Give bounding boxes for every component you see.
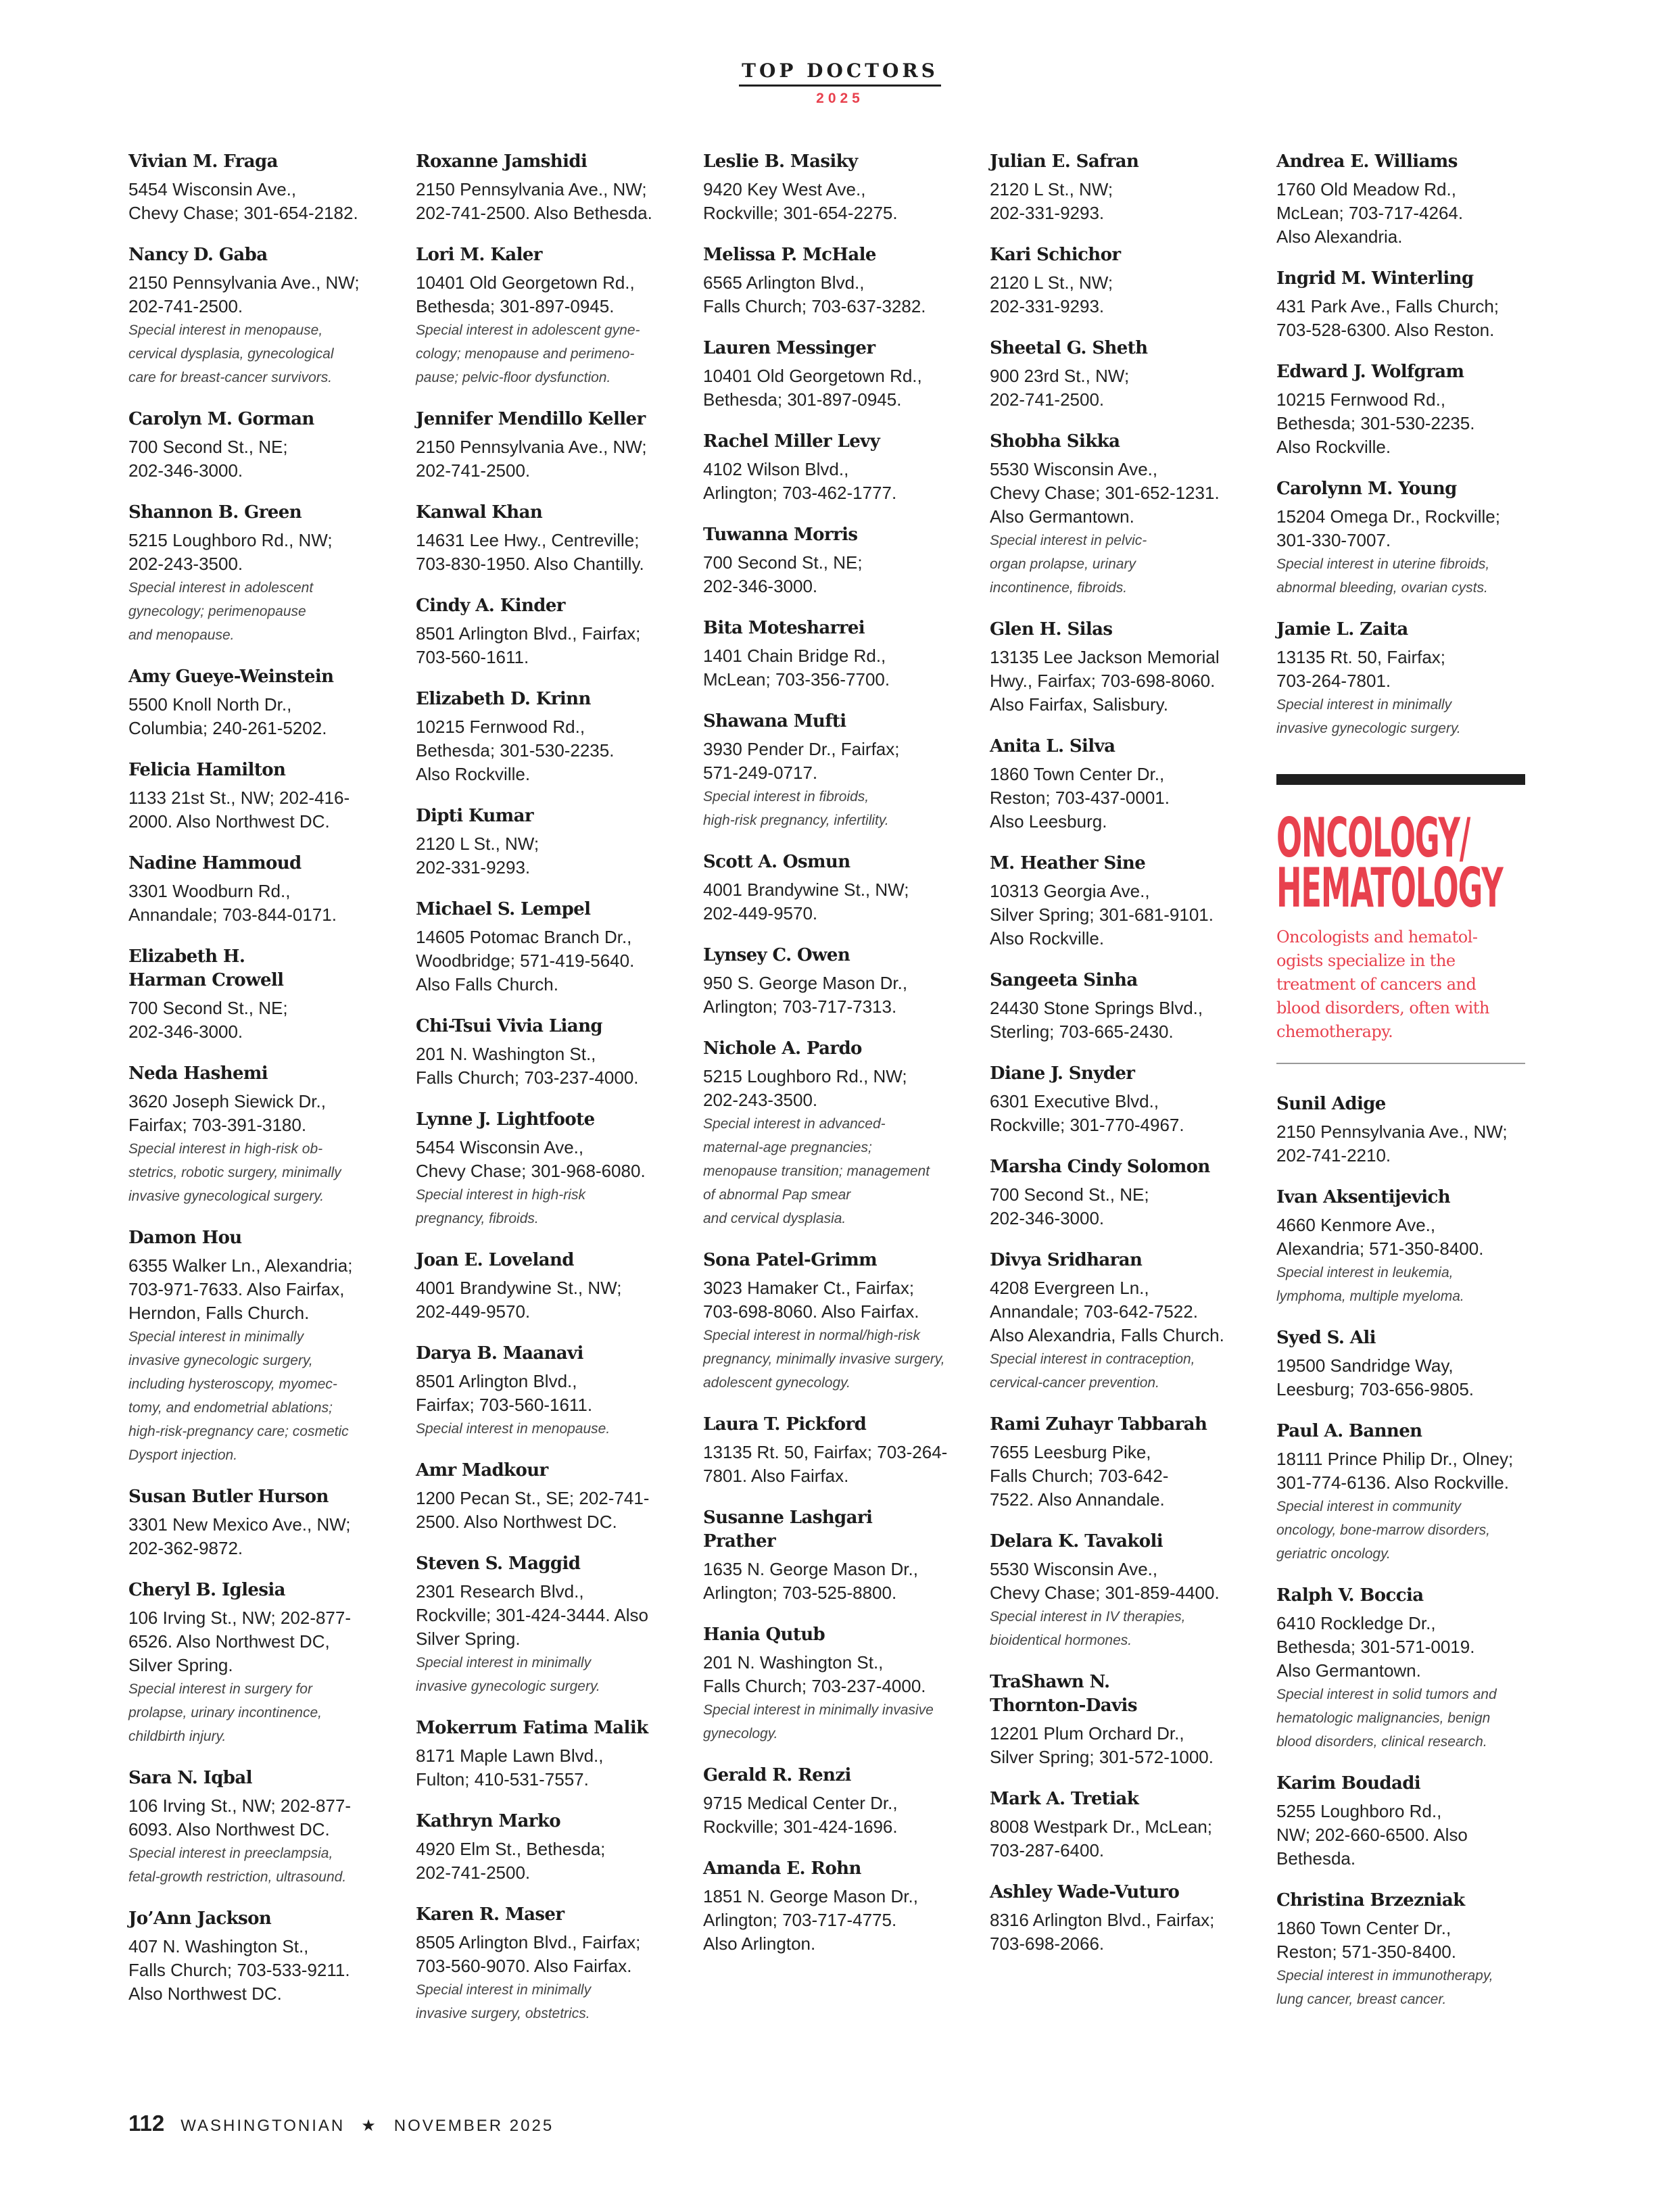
doctor-address: 19500 Sandridge Way, Leesburg; 703-656-9805. [1276, 1355, 1474, 1399]
doctor-entry [703, 243, 963, 318]
doctor-address: 2150 Pennsylvania Ave., NW; 202-741-2210. [1276, 1122, 1508, 1165]
doctor-name: Shannon B. Green [128, 502, 302, 523]
doctor-name: Sheetal G. Sheth [990, 338, 1148, 358]
doctor-address: 106 Irving St., NW; 202-877- 6093. Also Northwest DC. [128, 1796, 352, 1840]
doctor-name: Nancy D. Gaba [128, 245, 268, 265]
doctor-address: 3301 Woodburn Rd., Annandale; 703-844-0171. [128, 881, 337, 925]
specialty-intro: Oncologists and hematol- ogists specialize in the treatment of cancers and blood disorders, often with chemotherapy. [1276, 928, 1489, 1041]
star-icon: ★ [361, 2117, 378, 2135]
doctor-name: Michael S. Lempel [416, 899, 591, 919]
doctor-address: 5500 Knoll North Dr., Columbia; 240-261-5202. [128, 694, 327, 738]
doctor-name: Julian E. Safran [990, 151, 1139, 172]
doctor-name: Bita Motesharrei [703, 618, 865, 638]
doctor-address: 1133 21st St., NW; 202-416- 2000. Also Northwest DC. [128, 788, 350, 832]
doctor-entry [416, 804, 676, 880]
doctor-address: 2150 Pennsylvania Ave., NW; 202-741-2500. [128, 272, 360, 316]
doctor-special-interest: Special interest in uterine fibroids, abnormal bleeding, ovarian cysts. [1276, 556, 1490, 596]
doctor-address: 431 Park Ave., Falls Church; 703-528-6300. Also Reston. [1276, 296, 1499, 340]
doctor-special-interest: Special interest in minimally invasive gynecology. [703, 1702, 934, 1741]
doctor-entry [1276, 1420, 1525, 1566]
doctor-entry [990, 1155, 1250, 1230]
doctor-name: Rami Zuhayr Tabbarah [990, 1414, 1207, 1435]
doctor-entry [703, 617, 963, 692]
doctor-name: Sara N. Iqbal [128, 1768, 252, 1788]
doctor-name: Nichole A. Pardo [703, 1038, 862, 1059]
doctor-name: Syed S. Ali [1276, 1328, 1376, 1348]
doctor-name: Ingrid M. Winterling [1276, 268, 1474, 289]
doctor-entry [128, 759, 389, 834]
doctor-entry [703, 150, 963, 225]
doctor-name: Melissa P. McHale [703, 245, 876, 265]
doctor-address: 3930 Pender Dr., Fairfax; 571-249-0717. [703, 739, 900, 783]
doctor-name: Darya B. Maanavi [416, 1343, 583, 1364]
doctor-entry [416, 1903, 676, 2025]
doctor-name: Felicia Hamilton [128, 760, 286, 780]
specialty-heading: ONCOLOGY/ HEMATOLOGY [1276, 807, 1503, 919]
doctor-entry [416, 243, 676, 389]
doctor-name: Rachel Miller Levy [703, 431, 880, 452]
doctor-entry [128, 243, 389, 389]
doctor-special-interest: Special interest in solid tumors and hematologic malignancies, benign blood disorders, clinical research. [1276, 1687, 1497, 1750]
doctor-name: Damon Hou [128, 1228, 242, 1248]
column-2 [416, 150, 676, 2044]
doctor-special-interest: Special interest in pelvic- organ prolapse, urinary incontinence, fibroids. [990, 533, 1147, 596]
doctor-address: 5530 Wisconsin Ave., Chevy Chase; 301-652-1231. Also Germantown. [990, 459, 1220, 527]
doctor-name: Edward J. Wolfgram [1276, 362, 1464, 382]
doctor-address: 9420 Key West Ave., Rockville; 301-654-2275. [703, 179, 898, 223]
doctor-special-interest: Special interest in minimally invasive gynecologic surgery. [416, 1655, 600, 1694]
doctor-entry [1276, 360, 1525, 459]
doctor-address: 8505 Arlington Blvd., Fairfax; 703-560-9070. Also Fairfax. [416, 1932, 641, 1976]
doctor-entry [416, 150, 676, 225]
column-5 [1276, 150, 1525, 2029]
doctor-name: Anita L. Silva [990, 736, 1115, 756]
doctor-address: 201 N. Washington St., Falls Church; 703-237-4000. [416, 1044, 639, 1088]
doctor-special-interest: Special interest in menopause, cervical dysplasia, gynecological care for breast-cancer survivors. [128, 322, 334, 385]
doctor-name: Cheryl B. Iglesia [128, 1580, 285, 1600]
doctor-entry [703, 1506, 963, 1605]
doctor-entry [703, 523, 963, 598]
doctor-entry [990, 735, 1250, 834]
doctor-entry [990, 430, 1250, 600]
doctor-name: Neda Hashemi [128, 1063, 268, 1084]
doctor-special-interest: Special interest in advanced- maternal-age pregnancies; menopause transition; management of abnormal Pap smear and cervical dysplasia. [703, 1116, 930, 1226]
doctor-address: 6355 Walker Ln., Alexandria; 703-971-7633. Also Fairfax, Herndon, Falls Church. [128, 1255, 353, 1323]
doctor-address: 5255 Loughboro Rd., NW; 202-660-6500. Also Bethesda. [1276, 1801, 1468, 1869]
doctor-entry [128, 852, 389, 927]
doctor-name: Susan Butler Hurson [128, 1487, 329, 1507]
doctor-name: Lynne J. Lightfoote [416, 1109, 595, 1130]
doctor-special-interest: Special interest in leukemia, lymphoma, multiple myeloma. [1276, 1265, 1464, 1304]
doctor-name: Gerald R. Renzi [703, 1765, 851, 1785]
doctor-entry [990, 969, 1250, 1044]
doctor-entry [703, 1413, 963, 1488]
doctor-entry [128, 1485, 389, 1560]
doctor-entry [703, 1857, 963, 1956]
doctor-entry [128, 945, 389, 1044]
doctor-name: Lori M. Kaler [416, 245, 542, 265]
doctor-name: Ivan Aksentijevich [1276, 1187, 1451, 1207]
section-year: 2025 [816, 91, 864, 106]
doctor-name: Ralph V. Boccia [1276, 1585, 1424, 1606]
doctor-name: Karen R. Maser [416, 1904, 565, 1925]
doctor-entry [990, 1787, 1250, 1862]
doctor-entry [416, 1108, 676, 1230]
doctor-name: Christina Brzezniak [1276, 1890, 1465, 1910]
section-rule [1276, 1063, 1525, 1064]
doctor-address: 9715 Medical Center Dr., Rockville; 301-424-1696. [703, 1793, 898, 1837]
doctor-name: Nadine Hammoud [128, 853, 302, 873]
doctor-address: 8501 Arlington Blvd., Fairfax; 703-560-1611. [416, 1371, 593, 1415]
doctor-address: 700 Second St., NE; 202-346-3000. [128, 437, 288, 481]
doctor-address: 10215 Fernwood Rd., Bethesda; 301-530-2235. Also Rockville. [1276, 389, 1475, 457]
doctor-special-interest: Special interest in surgery for prolapse, urinary incontinence, childbirth injury. [128, 1681, 322, 1744]
doctor-address: 4660 Kenmore Ave., Alexandria; 571-350-8400. [1276, 1215, 1484, 1259]
doctor-entry [416, 1459, 676, 1534]
column-3 [703, 150, 963, 1974]
doctor-name: Shobha Sikka [990, 431, 1120, 452]
doctor-name: Carolynn M. Young [1276, 479, 1457, 499]
doctor-special-interest: Special interest in menopause. [416, 1421, 610, 1437]
doctor-special-interest: Special interest in high-risk ob- stetrics, robotic surgery, minimally invasive gynecological surgery. [128, 1141, 341, 1204]
doctor-entry [1276, 1584, 1525, 1754]
doctor-address: 1860 Town Center Dr., Reston; 703-437-0001. Also Leesburg. [990, 764, 1170, 832]
doctor-entry [128, 1579, 389, 1748]
doctor-entry [128, 1766, 389, 1889]
doctor-address: 1401 Chain Bridge Rd., McLean; 703-356-7700. [703, 646, 890, 690]
doctor-name: Andrea E. Williams [1276, 151, 1458, 172]
doctor-name: Kari Schichor [990, 245, 1121, 265]
doctor-address: 15204 Omega Dr., Rockville; 301-330-7007. [1276, 506, 1500, 550]
doctor-entry [416, 898, 676, 996]
doctor-name: Mark A. Tretiak [990, 1789, 1139, 1809]
doctor-address: 900 23rd St., NW; 202-741-2500. [990, 366, 1130, 410]
doctor-address: 3023 Hamaker Ct., Fairfax; 703-698-8060. Also Fairfax. [703, 1278, 919, 1322]
doctor-entry [703, 1249, 963, 1395]
doctor-special-interest: Special interest in minimally invasive surgery, obstetrics. [416, 1982, 592, 2021]
doctor-name: Divya Sridharan [990, 1250, 1143, 1270]
doctor-name: Carolyn M. Gorman [128, 409, 314, 429]
column-4 [990, 150, 1250, 1974]
page-footer [128, 2111, 554, 2136]
doctor-special-interest: Special interest in IV therapies, bioidentical hormones. [990, 1609, 1186, 1648]
doctor-address: 4001 Brandywine St., NW; 202-449-9570. [416, 1278, 622, 1322]
doctor-address: 2120 L St., NW; 202-331-9293. [990, 272, 1113, 316]
doctor-name: Shawana Mufti [703, 711, 846, 731]
doctor-name: Karim Boudadi [1276, 1773, 1421, 1794]
doctor-address: 4001 Brandywine St., NW; 202-449-9570. [703, 880, 909, 923]
doctor-entry [990, 1670, 1250, 1769]
doctor-name: Jennifer Mendillo Keller [416, 409, 646, 429]
doctor-address: 12201 Plum Orchard Dr., Silver Spring; 301-572-1000. [990, 1723, 1214, 1767]
doctor-entry [990, 852, 1250, 951]
doctor-special-interest: Special interest in minimally invasive gynecologic surgery. [1276, 697, 1461, 736]
doctor-address: 106 Irving St., NW; 202-877- 6526. Also Northwest DC, Silver Spring. [128, 1608, 352, 1675]
doctor-entry [990, 337, 1250, 412]
doctor-entry [990, 618, 1250, 717]
doctor-address: 7655 Leesburg Pike, Falls Church; 703-642- 7522. Also Annandale. [990, 1442, 1169, 1510]
doctor-entry [128, 408, 389, 483]
doctor-special-interest: Special interest in fibroids, high-risk pregnancy, infertility. [703, 789, 889, 828]
doctor-address: 700 Second St., NE; 202-346-3000. [990, 1184, 1149, 1228]
doctor-entry [128, 1062, 389, 1208]
doctor-entry [1276, 150, 1525, 249]
doctor-name: Lauren Messinger [703, 338, 875, 358]
doctor-address: 13135 Rt. 50, Fairfax; 703-264- 7801. Also Fairfax. [703, 1442, 948, 1486]
doctor-name: Sangeeta Sinha [990, 970, 1138, 990]
section-divider-bar [1276, 774, 1525, 785]
doctor-special-interest: Special interest in adolescent gyne- cology; menopause and perimeno- pause; pelvic-floor dysfunction. [416, 322, 640, 385]
doctor-name: Sunil Adige [1276, 1094, 1386, 1114]
doctor-address: 1851 N. George Mason Dr., Arlington; 703-717-4775. Also Arlington. [703, 1886, 918, 1954]
doctor-address: 3301 New Mexico Ave., NW; 202-362-9872. [128, 1514, 351, 1558]
doctor-address: 201 N. Washington St., Falls Church; 703-237-4000. [703, 1652, 926, 1696]
doctor-address: 4208 Evergreen Ln., Annandale; 703-642-7522. Also Alexandria, Falls Church. [990, 1278, 1224, 1345]
doctor-address: 950 S. George Mason Dr., Arlington; 703-717-7313. [703, 973, 908, 1017]
doctor-name: Laura T. Pickford [703, 1414, 867, 1435]
page-number: 112 [128, 2111, 165, 2136]
doctor-name: Cindy A. Kinder [416, 596, 565, 616]
doctor-address: 2301 Research Blvd., Rockville; 301-424-3444. Also Silver Spring. [416, 1581, 648, 1649]
publication-name: WASHINGTONIAN [181, 2117, 345, 2135]
doctor-address: 10401 Old Georgetown Rd., Bethesda; 301-897-0945. [416, 272, 635, 316]
doctor-address: 2120 L St., NW; 202-331-9293. [990, 179, 1113, 223]
doctor-entry [703, 1764, 963, 1839]
doctor-address: 8008 Westpark Dr., McLean; 703-287-6400. [990, 1817, 1213, 1860]
doctor-entry [990, 150, 1250, 225]
doctor-entry [416, 594, 676, 669]
doctor-name: Vivian M. Fraga [128, 151, 278, 172]
doctor-entry [990, 243, 1250, 318]
doctor-name: M. Heather Sine [990, 853, 1146, 873]
doctor-address: 1760 Old Meadow Rd., McLean; 703-717-4264. Also Alexandria. [1276, 179, 1464, 247]
doctor-name: Glen H. Silas [990, 619, 1113, 640]
doctor-entry [1276, 1092, 1525, 1168]
doctor-name: Mokerrum Fatima Malik [416, 1718, 648, 1738]
doctor-entry [703, 850, 963, 925]
doctor-address: 2120 L St., NW; 202-331-9293. [416, 834, 539, 877]
doctor-name: Leslie B. Masiky [703, 151, 858, 172]
doctor-name: Elizabeth H. Harman Crowell [128, 946, 284, 990]
doctor-address: 2150 Pennsylvania Ave., NW; 202-741-2500. [416, 437, 647, 481]
doctor-address: 700 Second St., NE; 202-346-3000. [128, 998, 288, 1042]
doctor-entry [703, 430, 963, 505]
doctor-special-interest: Special interest in immunotherapy, lung cancer, breast cancer. [1276, 1968, 1493, 2007]
doctor-entry [128, 150, 389, 225]
doctor-address: 1860 Town Center Dr., Reston; 571-350-8400. [1276, 1918, 1456, 1962]
doctor-name: Amy Gueye-Weinstein [128, 667, 334, 687]
doctor-name: Scott A. Osmun [703, 852, 850, 872]
doctor-entry [128, 665, 389, 740]
doctor-name: Elizabeth D. Krinn [416, 689, 591, 709]
doctor-entry [1276, 1326, 1525, 1401]
doctor-address: 5530 Wisconsin Ave., Chevy Chase; 301-859-4400. [990, 1559, 1220, 1603]
doctor-entry [1276, 1772, 1525, 1871]
doctor-address: 5454 Wisconsin Ave., Chevy Chase; 301-654-2182. [128, 179, 358, 223]
doctor-name: Steven S. Maggid [416, 1554, 581, 1574]
doctor-name: Marsha Cindy Solomon [990, 1157, 1210, 1177]
doctor-address: 10401 Old Georgetown Rd., Bethesda; 301-897-0945. [703, 366, 922, 410]
doctor-special-interest: Special interest in community oncology, bone-marrow disorders, geriatric oncology. [1276, 1499, 1490, 1562]
doctor-name: Paul A. Bannen [1276, 1421, 1422, 1441]
doctor-entry [416, 1716, 676, 1792]
doctor-name: Kathryn Marko [416, 1811, 560, 1831]
doctor-entry [1276, 1186, 1525, 1308]
doctor-name: Ashley Wade-Vuturo [990, 1882, 1180, 1902]
doctor-address: 6301 Executive Blvd., Rockville; 301-770-4967. [990, 1091, 1184, 1135]
doctor-entry [990, 1530, 1250, 1652]
doctor-address: 8501 Arlington Blvd., Fairfax; 703-560-1611. [416, 623, 641, 667]
doctor-name: Tuwanna Morris [703, 525, 858, 545]
doctor-entry [128, 1226, 389, 1467]
doctor-address: 2150 Pennsylvania Ave., NW; 202-741-2500. Also Bethesda. [416, 179, 652, 223]
doctor-address: 1200 Pecan St., SE; 202-741- 2500. Also Northwest DC. [416, 1488, 650, 1532]
doctor-address: 5454 Wisconsin Ave., Chevy Chase; 301-968-6080. [416, 1137, 646, 1181]
doctor-address: 3620 Joseph Siewick Dr., Fairfax; 703-391-3180. [128, 1091, 326, 1135]
doctor-address: 8316 Arlington Blvd., Fairfax; 703-698-2066. [990, 1910, 1215, 1954]
doctor-entry [703, 944, 963, 1019]
doctor-address: 5215 Loughboro Rd., NW; 202-243-3500. [703, 1066, 907, 1110]
doctor-name: Sona Patel-Grimm [703, 1250, 878, 1270]
doctor-name: Jamie L. Zaita [1276, 619, 1408, 640]
doctor-entry [990, 1413, 1250, 1512]
doctor-address: 1635 N. George Mason Dr., Arlington; 703-525-8800. [703, 1559, 918, 1603]
doctor-address: 18111 Prince Philip Dr., Olney; 301-774-6136. Also Rockville. [1276, 1449, 1514, 1493]
doctor-name: Kanwal Khan [416, 502, 543, 523]
doctor-special-interest: Special interest in high-risk pregnancy, fibroids. [416, 1187, 585, 1226]
doctor-entry [703, 710, 963, 832]
doctor-name: Diane J. Snyder [990, 1063, 1135, 1084]
doctor-entry [416, 688, 676, 786]
doctor-special-interest: Special interest in minimally invasive gynecologic surgery, including hysteroscopy, myomec- tomy, and endometrial ablations; high-risk-pregnancy care; cosmetic Dysport injection. [128, 1329, 349, 1463]
doctor-entry [703, 1037, 963, 1230]
doctor-address: 14631 Lee Hwy., Centreville; 703-830-1950. Also Chantilly. [416, 530, 644, 574]
issue-date: NOVEMBER 2025 [393, 2117, 554, 2135]
doctor-entry [416, 501, 676, 576]
doctor-address: 8171 Maple Lawn Blvd., Fulton; 410-531-7557. [416, 1746, 604, 1789]
doctor-name: Lynsey C. Owen [703, 945, 850, 965]
doctor-entry [703, 337, 963, 412]
doctor-name: Roxanne Jamshidi [416, 151, 587, 172]
doctor-name: Joan E. Loveland [416, 1250, 574, 1270]
doctor-address: 13135 Rt. 50, Fairfax; 703-264-7801. [1276, 647, 1446, 691]
doctor-name: Dipti Kumar [416, 806, 533, 826]
doctor-name: Jo’Ann Jackson [128, 1908, 272, 1929]
doctor-special-interest: Special interest in adolescent gynecology; perimenopause and menopause. [128, 580, 314, 643]
doctor-address: 6410 Rockledge Dr., Bethesda; 301-571-0019. Also Germantown. [1276, 1613, 1475, 1681]
doctor-entry [416, 1552, 676, 1698]
doctor-name: Delara K. Tavakoli [990, 1531, 1163, 1552]
doctor-address: 4102 Wilson Blvd., Arlington; 703-462-1777. [703, 459, 897, 503]
doctor-special-interest: Special interest in preeclampsia, fetal-growth restriction, ultrasound. [128, 1846, 347, 1885]
doctor-entry [990, 1062, 1250, 1137]
doctor-entry [128, 501, 389, 647]
doctor-address: 407 N. Washington St., Falls Church; 703-533-9211. Also Northwest DC. [128, 1936, 350, 2004]
doctor-address: 24430 Stone Springs Blvd., Sterling; 703-665-2430. [990, 998, 1203, 1042]
doctor-entry [416, 1342, 676, 1441]
doctor-entry [1276, 477, 1525, 600]
doctor-address: 700 Second St., NE; 202-346-3000. [703, 552, 863, 596]
doctor-name: Chi-Tsui Vivia Liang [416, 1016, 602, 1036]
column-1 [128, 150, 389, 2024]
doctor-entry [703, 1623, 963, 1746]
doctor-entry [1276, 618, 1525, 740]
doctor-entry [416, 408, 676, 483]
doctor-entry [990, 1881, 1250, 1956]
doctor-special-interest: Special interest in contraception, cervical-cancer prevention. [990, 1351, 1195, 1391]
doctor-address: 13135 Lee Jackson Memorial Hwy., Fairfax; 703-698-8060. Also Fairfax, Salisbury. [990, 647, 1220, 715]
doctor-entry [128, 1907, 389, 2006]
doctor-address: 10313 Georgia Ave., Silver Spring; 301-681-9101. Also Rockville. [990, 881, 1214, 948]
doctor-entry [990, 1249, 1250, 1395]
doctor-name: TraShawn N. Thornton-Davis [990, 1672, 1137, 1716]
doctor-name: Amr Madkour [416, 1460, 548, 1481]
doctor-address: 14605 Potomac Branch Dr., Woodbridge; 571-419-5640. Also Falls Church. [416, 927, 635, 994]
doctor-address: 5215 Loughboro Rd., NW; 202-243-3500. [128, 530, 333, 574]
doctor-entry [416, 1810, 676, 1885]
doctor-entry [1276, 267, 1525, 342]
section-title: TOP DOCTORS [739, 59, 941, 87]
page-header [0, 59, 1680, 107]
doctor-special-interest: Special interest in normal/high-risk pregnancy, minimally invasive surgery, adolescent gynecology. [703, 1328, 945, 1391]
doctor-name: Hania Qutub [703, 1625, 825, 1645]
doctor-entry [1276, 1889, 1525, 2011]
doctor-address: 10215 Fernwood Rd., Bethesda; 301-530-2235. Also Rockville. [416, 717, 615, 784]
doctor-name: Susanne Lashgari Prather [703, 1508, 873, 1552]
doctor-entry [416, 1015, 676, 1090]
doctor-address: 4920 Elm St., Bethesda; 202-741-2500. [416, 1839, 606, 1883]
doctor-name: Amanda E. Rohn [703, 1858, 861, 1879]
doctor-entry [416, 1249, 676, 1324]
doctor-address: 6565 Arlington Blvd., Falls Church; 703-637-3282. [703, 272, 926, 316]
